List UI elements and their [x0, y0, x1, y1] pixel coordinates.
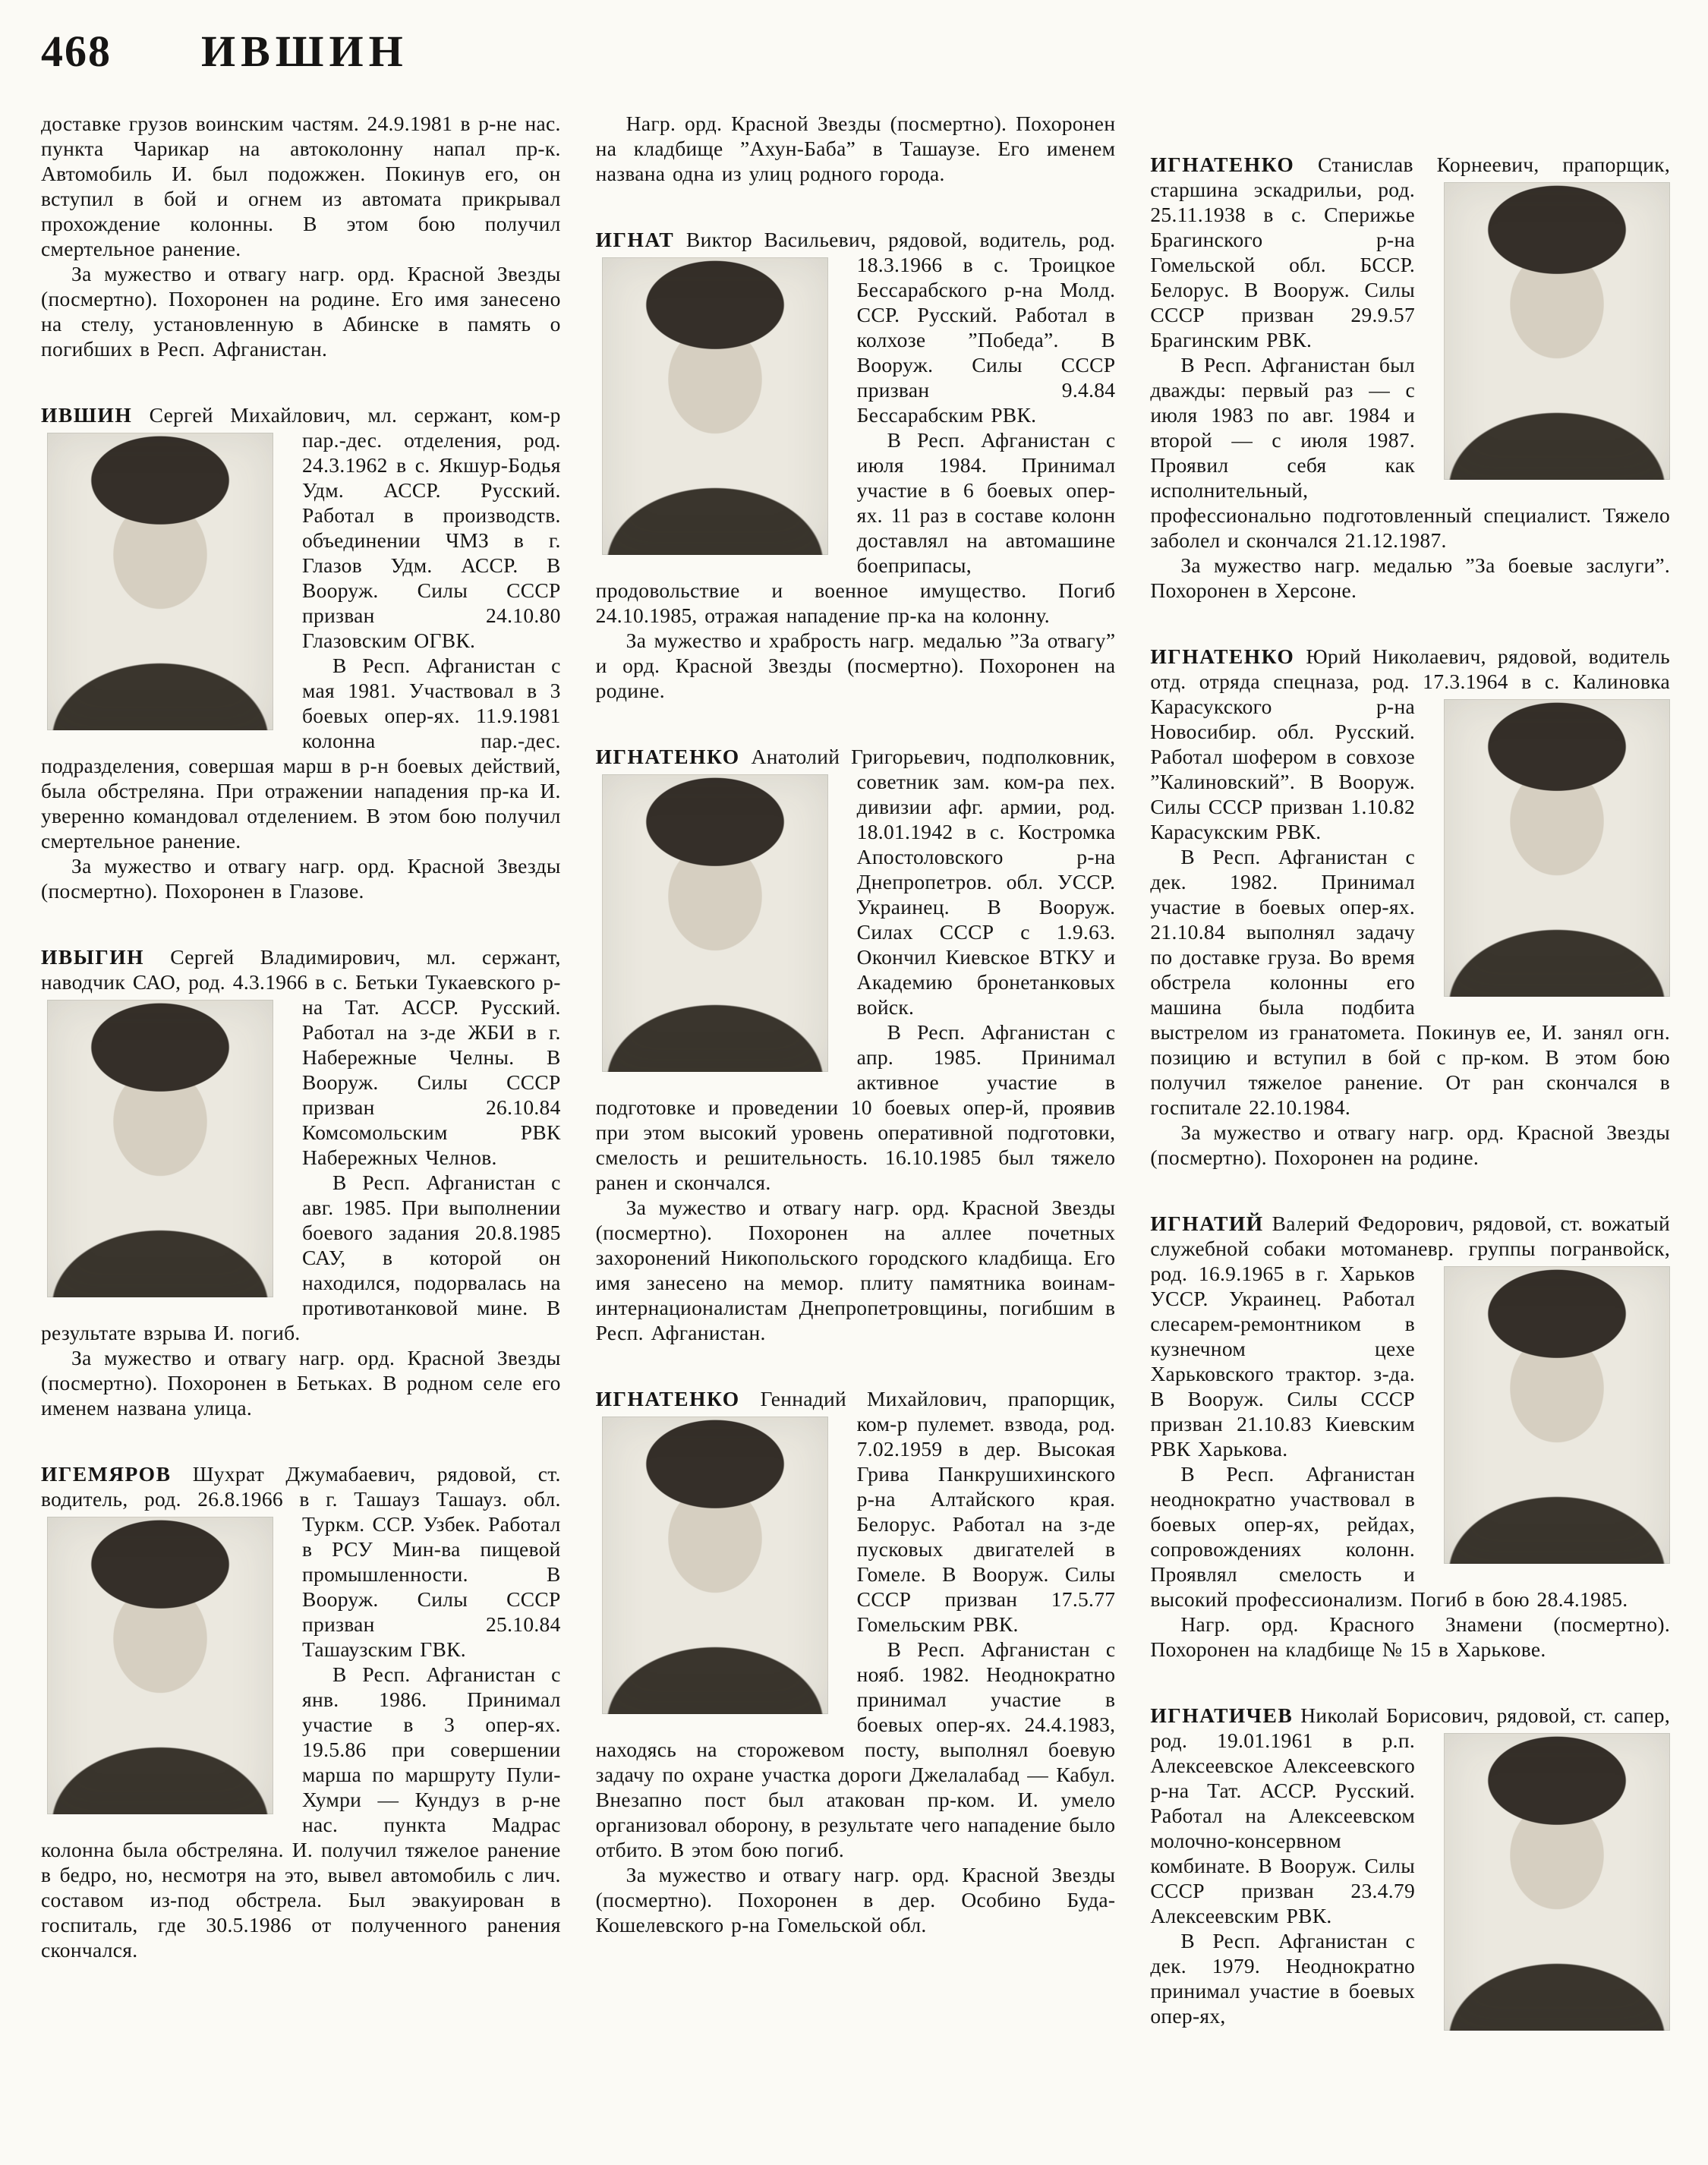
entry: [1150, 152, 1670, 603]
entry-paragraph: За мужество и отвагу нагр. орд. Красной Звезды (посмертно). Похоронен в Бетьках. В родном селе его именем названа улица.: [41, 1346, 561, 1420]
entry-lead: ИГНАТИЙ Валерий Федорович, рядовой, ст. вожатый служебной собаки мотоманевр. группы погранвойск, род. 16.9.1965 в г. Харьков УССР. Украинец. Работал слесарем-ремонтником в кузнечном цехе Харьковского трактор. з-да. В Вооруж. Силы СССР призван 21.10.83 Киевским РВК Харькова.: [1150, 1211, 1670, 1461]
entry-surname: ИГНАТЕНКО: [1150, 644, 1295, 668]
entry: [1150, 1703, 1670, 2038]
entry-lead: ИГЕМЯРОВ Шухрат Джумабаевич, рядовой, ст. водитель, род. 26.8.1966 в г. Ташауз Ташауз. обл. Туркм. ССР. Узбек. Работал в РСУ Мин-ва пищевой промышленности. В Вооруж. Силы СССР призван 25.10.84 Ташаузским ГВК.: [41, 1461, 561, 1662]
portrait-photo: [47, 1000, 273, 1297]
entry: [1150, 1211, 1670, 1662]
entry: [41, 402, 561, 903]
entry-paragraph: За мужество и отвагу нагр. орд. Красной Звезды (посмертно). Похоронен на аллее почетных захоронений Никопольского городского кладбища. Его имя занесено на мемор. плиту памятника воинам-интернационалистам Днепропетровщины, погибшим в Респ. Афганистан.: [595, 1196, 1116, 1344]
column: [41, 111, 561, 2038]
entry-paragraph: За мужество и отвагу нагр. орд. Красной Звезды (посмертно). Похоронен на родине.: [1150, 1120, 1671, 1169]
entry-paragraph: В Респ. Афганистан с апр. 1985. Принимал активное участие в подготовке и проведении 10 боевых опер-й, проявив при этом высокий уровень оперативной подготовки, смелость и решительность. 16.10.1985 был тяжело ранен и скончался.: [595, 1020, 1116, 1194]
portrait-photo: [1444, 1733, 1670, 2031]
entry-surname: ИГНАТЕНКО: [595, 745, 740, 768]
entry-surname: ИГНАТИЙ: [1150, 1212, 1264, 1235]
entry-lead: ИГНАТ Виктор Васильевич, рядовой, водитель, род. 18.3.1966 в с. Троицкое Бессарабского р-на Молд. ССР. Русский. Работал в колхозе ”Победа”. В Вооруж. Силы СССР призван 9.4.84 Бессарабским РВК.: [596, 227, 1116, 427]
portrait-photo: [602, 1417, 828, 1714]
entry-lead: ИГНАТЕНКО Станислав Корнеевич, прапорщик, старшина эскадрильи, род. 25.11.1938 в с. Сперижье Брагинского р-на Гомельской обл. БССР. Белорус. В Вооруж. Силы СССР призван 29.9.57 Брагинским РВК.: [1150, 152, 1670, 352]
portrait-photo: [602, 257, 828, 555]
entry-lead: ИГНАТЕНКО Анатолий Григорьевич, подполковник, советник зам. ком-ра пех. дивизии афг. армии, род. 18.01.1942 в с. Костромка Апостоловского р-на Днепропетров. обл. УССР. Украинец. В Вооруж. Силах СССР с 1.9.63. Окончил Киевское ВТКУ и Академию бронетанковых войск.: [596, 744, 1116, 1019]
portrait-photo: [47, 1517, 273, 1814]
entry-paragraph: За мужество и отвагу нагр. орд. Красной Звезды (посмертно). Похоронен в Глазове.: [41, 854, 561, 903]
entry-paragraph: В Респ. Афганистан с дек. 1979. Неоднократно принимал участие в боевых опер-ях,: [1150, 1929, 1416, 2028]
entry-paragraph: В Респ. Афганистан неоднократно участвовал в боевых опер-ях, рейдах, сопровождениях колонн. Проявлял смелость и высокий профессионализм. Погиб в бою 28.4.1985.: [1150, 1462, 1628, 1611]
entry-lead: ИГНАТЕНКО Геннадий Михайлович, прапорщик, ком-р пулемет. взвода, род. 7.02.1959 в дер. Высокая Грива Панкрушихинского р-на Алтайского края. Белорус. Работал на з-де пусковых двигателей в Гомеле. В Вооруж. Силы СССР призван 17.5.77 Гомельским РВК.: [596, 1386, 1116, 1637]
entry-lead: ИГНАТИЧЕВ Николай Борисович, рядовой, ст. сапер, род. 19.01.1961 в р.п. Алексеевское Алексеевского р-на Тат. АССР. Русский. Работал на Алексеевском молочно-консервном комбинате. В Вооруж. Силы СССР призван 23.4.79 Алексеевским РВК.: [1150, 1703, 1670, 1928]
entry-surname: ИГНАТИЧЕВ: [1150, 1703, 1294, 1727]
entry-paragraph: В Респ. Афганистан с дек. 1982. Принимал участие в боевых опер-ях. 21.10.84 выполнял задачу по доставке груза. Во время обстрела колонны его машина была подбита выстрелом из гранатомета. Покинув ее, И. занял огн. позицию и вступил в бой с пр-ком. В этом бою получил тяжелое ранение. От ран скончался в госпитале 22.10.1984.: [1150, 845, 1671, 1119]
entry-lead: ИВЫГИН Сергей Владимирович, мл. сержант, наводчик САО, род. 4.3.1966 в с. Бетьки Тукаевского р-на Тат. АССР. Русский. Работал на з-де ЖБИ в г. Набережные Челны. В Вооруж. Силы СССР призван 26.10.84 Комсомольским РВК Набережных Челнов.: [41, 944, 561, 1170]
entry-lead: ИВШИН Сергей Михайлович, мл. сержант, ком-р пар.-дес. отделения, род. 24.3.1962 в с. Якшур-Бодья Удм. АССР. Русский. Работал в производств. объединении ЧМЗ в г. Глазов Удм. АССР. В Вооруж. Силы СССР призван 24.10.80 Глазовским ОГВК.: [41, 402, 561, 653]
entry-surname: ИГНАТЕНКО: [1150, 153, 1295, 176]
entry-paragraph: За мужество нагр. медалью ”За боевые заслуги”. Похоронен в Херсоне.: [1150, 553, 1671, 602]
continuation-paragraph: За мужество и отвагу нагр. орд. Красной Звезды (посмертно). Похоронен на родине. Его имя занесено на стелу, установленную в Абинске в память о погибших в Респ. Афганистан.: [41, 262, 561, 361]
portrait-photo: [1444, 182, 1670, 480]
entry-paragraph: За мужество и отвагу нагр. орд. Красной Звезды (посмертно). Похоронен в дер. Особино Буда-Кошелевского р-на Гомельской обл.: [595, 1863, 1116, 1937]
entry-paragraph: В Респ. Афганистан с авг. 1985. При выполнении боевого задания 20.8.1985 САУ, в которой он находился, подорвалась на противотанковой мине. В результате взрыва И. погиб.: [41, 1171, 561, 1344]
entry-surname: ИГЕМЯРОВ: [41, 1462, 172, 1486]
columns: [41, 111, 1670, 2038]
entry: [596, 227, 1116, 703]
entry: [596, 1386, 1116, 1937]
entry: [41, 944, 561, 1420]
page-number: 468: [41, 27, 112, 76]
entry-lead: ИГНАТЕНКО Юрий Николаевич, рядовой, водитель отд. отряда спецназа, род. 17.3.1964 в с. Калиновка Карасукского р-на Новосибир. обл. Русский. Работал шофером в совхозе ”Калиновский”. В Вооруж. Силы СССР призван 1.10.82 Карасукским РВК.: [1150, 644, 1670, 844]
entry: [596, 744, 1116, 1345]
entry-paragraph: В Респ. Афганистан с июля 1984. Принимал участие в 6 боевых опер-ях. 11 раз в составе колонн доставлял на автомашине боеприпасы, продовольствие и военное имущество. Погиб 24.10.1985, отражая нападение пр-ка на колонну.: [595, 428, 1116, 627]
entry-surname: ИВШИН: [41, 403, 133, 427]
entry-paragraph: В Респ. Афганистан с мая 1981. Участвовал в 3 боевых опер-ях. 11.9.1981 колонна пар.-дес. подразделения, совершая марш в р-н боевых действий, была обстреляна. При отражении нападения пр-ка И. уверенно командовал отделением. В этом бою получил смертельное ранение.: [41, 654, 561, 852]
entry-paragraph: В Респ. Афганистан с нояб. 1982. Неоднократно принимал участие в боевых опер-ях. 24.4.1983, находясь на сторожевом посту, выполнял боевую задачу по охране участка дороги Джелалабад — Кабул. Внезапно пост был атакован пр-ком. И. умело организовал оборону, в результате чего нападение было отбито. В этом бою погиб.: [595, 1637, 1116, 1861]
entry-paragraph: Нагр. орд. Красного Знамени (посмертно). Похоронен на кладбище № 15 в Харькове.: [1150, 1612, 1671, 1661]
column: [1150, 111, 1670, 2038]
entry-paragraph: За мужество и храбрость нагр. медалью ”За отвагу” и орд. Красной Звезды (посмертно). Похоронен на родине.: [595, 629, 1116, 702]
page-header: [41, 26, 1670, 111]
continuation-paragraph: доставке грузов воинским частям. 24.9.1981 в р-не нас. пункта Чарикар на автоколонну напал пр-к. Автомобиль И. был подожжен. Покинув его, он вступил в бой и огнем из автомата прикрывал прохождение колонны. В этом бою получил смертельное ранение.: [41, 112, 561, 260]
entry: [41, 1461, 561, 1962]
running-head: ИВШИН: [201, 27, 408, 76]
column: [596, 111, 1116, 2038]
portrait-photo: [1444, 699, 1670, 997]
entry-surname: ИВЫГИН: [41, 945, 145, 969]
entry-paragraph: В Респ. Афганистан был дважды: первый раз — с июля 1983 по авг. 1984 и второй — с июля 1987. Проявил себя как исполнительный, профессионально подготовленный специалист. Тяжело заболел и скончался 21.12.1987.: [1150, 353, 1671, 552]
continuation-paragraph: Нагр. орд. Красной Звезды (посмертно). Похоронен на кладбище ”Ахун-Баба” в Ташаузе. Его именем названа одна из улиц родного города.: [595, 112, 1116, 185]
entry-paragraph: В Респ. Афганистан с янв. 1986. Принимал участие в 3 опер-ях. 19.5.86 при совершении марша по маршруту Пули-Хумри — Кундуз в р-не нас. пункта Мадрас колонна была обстреляна. И. получил тяжелое ранение в бедро, но, несмотря на это, вывел автомобиль с лич. составом из-под обстрела. Был эвакуирован в госпиталь, где 30.5.1986 от полученного ранения скончался.: [41, 1662, 561, 1962]
entry-surname: ИГНАТ: [595, 228, 675, 251]
portrait-photo: [47, 433, 273, 730]
portrait-photo: [1444, 1266, 1670, 1564]
portrait-photo: [602, 774, 828, 1072]
entry: [1150, 644, 1670, 1170]
entry-surname: ИГНАТЕНКО: [595, 1387, 740, 1410]
